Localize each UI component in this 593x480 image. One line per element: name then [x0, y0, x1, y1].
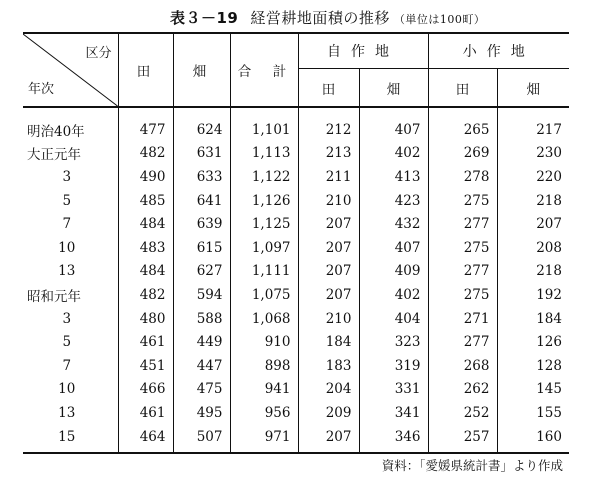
tenant-rice-cell: 278	[428, 165, 497, 189]
field-cell: 641	[173, 189, 230, 213]
tenant-field-cell: 207	[497, 212, 569, 236]
table-row	[23, 378, 569, 402]
tenant-rice-cell: 269	[428, 142, 497, 166]
rice-cell: 461	[118, 330, 173, 354]
tenant-rice-cell: 268	[428, 354, 497, 378]
rice-cell: 490	[118, 165, 173, 189]
owner-rice-cell: 207	[298, 260, 359, 284]
table-number: 表３－19	[170, 9, 239, 27]
owner-rice-cell: 207	[298, 283, 359, 307]
field-cell: 594	[173, 283, 230, 307]
rice-cell: 480	[118, 307, 173, 331]
owner-rice-cell: 183	[298, 354, 359, 378]
owner-rice-cell: 184	[298, 330, 359, 354]
year-cell: 13	[58, 404, 76, 421]
tenant-rice-cell: 275	[428, 236, 497, 260]
total-cell: 1,113	[230, 142, 298, 166]
field-cell: 447	[173, 354, 230, 378]
tenant-rice-cell: 257	[428, 425, 497, 454]
tenant-field-cell: 128	[497, 354, 569, 378]
col-header-rice: 田	[118, 33, 173, 107]
rice-cell: 482	[118, 142, 173, 166]
col-header-total: 合 計	[230, 33, 298, 107]
owner-rice-cell: 210	[298, 307, 359, 331]
year-cell: 3	[62, 310, 72, 327]
table-row	[23, 401, 569, 425]
table-body	[23, 107, 569, 453]
farmland-table	[23, 32, 569, 454]
tenant-rice-cell: 265	[428, 107, 497, 142]
total-cell: 1,122	[230, 165, 298, 189]
tenant-field-cell: 145	[497, 378, 569, 402]
group-header-owner: 自作地	[298, 33, 428, 69]
tenant-rice-cell: 275	[428, 283, 497, 307]
year-cell: 5	[62, 334, 72, 351]
owner-field-cell: 404	[359, 307, 428, 331]
rice-cell: 484	[118, 260, 173, 284]
year-cell: 大正元年	[27, 147, 81, 164]
corner-label-year: 年次	[28, 82, 55, 97]
owner-rice-cell: 209	[298, 401, 359, 425]
table-row	[23, 307, 569, 331]
table-row	[23, 425, 569, 454]
total-cell: 941	[230, 378, 298, 402]
tenant-field-cell: 218	[497, 189, 569, 213]
owner-field-cell: 323	[359, 330, 428, 354]
owner-field-cell: 409	[359, 260, 428, 284]
year-cell: 昭和元年	[27, 288, 81, 305]
field-cell: 495	[173, 401, 230, 425]
tenant-field-cell: 217	[497, 107, 569, 142]
col-header-tenant-field: 畑	[497, 69, 569, 107]
tenant-field-cell: 126	[497, 330, 569, 354]
total-cell: 956	[230, 401, 298, 425]
owner-field-cell: 413	[359, 165, 428, 189]
owner-field-cell: 341	[359, 401, 428, 425]
owner-field-cell: 407	[359, 236, 428, 260]
table-row	[23, 330, 569, 354]
owner-rice-cell: 207	[298, 236, 359, 260]
owner-rice-cell: 207	[298, 425, 359, 454]
year-cell: 明治40年	[27, 123, 85, 140]
year-cell: 13	[58, 263, 76, 280]
tenant-field-cell: 155	[497, 401, 569, 425]
tenant-rice-cell: 277	[428, 260, 497, 284]
source-note: 資料：「愛媛県統計書」より作成	[381, 458, 563, 473]
tenant-field-cell: 160	[497, 425, 569, 454]
table-row	[23, 283, 569, 307]
rice-cell: 482	[118, 283, 173, 307]
field-cell: 633	[173, 165, 230, 189]
tenant-field-cell: 184	[497, 307, 569, 331]
tenant-field-cell: 192	[497, 283, 569, 307]
owner-rice-cell: 210	[298, 189, 359, 213]
total-cell: 1,097	[230, 236, 298, 260]
year-cell: 15	[23, 425, 118, 454]
corner-header	[23, 33, 118, 107]
year-cell: 10	[58, 239, 76, 256]
table-title	[170, 7, 485, 28]
field-cell: 627	[173, 260, 230, 284]
field-cell: 631	[173, 142, 230, 166]
corner-label-category: 区分	[85, 46, 112, 61]
owner-field-cell: 432	[359, 212, 428, 236]
table-caption: 経営耕地面積の推移	[250, 9, 390, 27]
owner-field-cell: 331	[359, 378, 428, 402]
group-header-tenant: 小作地	[428, 33, 569, 69]
owner-rice-cell: 212	[298, 107, 359, 142]
field-cell: 588	[173, 307, 230, 331]
total-cell: 898	[230, 354, 298, 378]
owner-field-cell: 319	[359, 354, 428, 378]
total-cell: 1,075	[230, 283, 298, 307]
year-cell: 10	[58, 381, 76, 398]
table-row	[23, 165, 569, 189]
total-cell: 1,126	[230, 189, 298, 213]
tenant-rice-cell: 262	[428, 378, 497, 402]
year-cell: 5	[62, 192, 72, 209]
tenant-rice-cell: 275	[428, 189, 497, 213]
table-row	[23, 189, 569, 213]
table-row	[23, 354, 569, 378]
rice-cell: 461	[118, 401, 173, 425]
table-row	[23, 260, 569, 284]
table-row	[23, 107, 569, 142]
table-row	[23, 212, 569, 236]
rice-cell: 483	[118, 236, 173, 260]
rice-cell: 451	[118, 354, 173, 378]
owner-field-cell: 402	[359, 142, 428, 166]
owner-field-cell: 402	[359, 283, 428, 307]
table-row	[23, 142, 569, 166]
total-cell: 1,111	[230, 260, 298, 284]
rice-cell: 484	[118, 212, 173, 236]
owner-field-cell: 407	[359, 107, 428, 142]
rice-cell: 477	[118, 107, 173, 142]
col-header-owner-rice: 田	[298, 69, 359, 107]
total-cell: 1,101	[230, 107, 298, 142]
total-cell: 1,068	[230, 307, 298, 331]
field-cell: 624	[173, 107, 230, 142]
tenant-field-cell: 220	[497, 165, 569, 189]
table-header	[23, 33, 569, 107]
year-cell: 7	[62, 216, 72, 233]
owner-rice-cell: 207	[298, 212, 359, 236]
table-unit: （単位は100町）	[393, 13, 486, 26]
field-cell: 507	[173, 425, 230, 454]
tenant-rice-cell: 277	[428, 212, 497, 236]
field-cell: 639	[173, 212, 230, 236]
col-header-tenant-rice: 田	[428, 69, 497, 107]
tenant-rice-cell: 271	[428, 307, 497, 331]
rice-cell: 466	[118, 378, 173, 402]
owner-field-cell: 423	[359, 189, 428, 213]
owner-field-cell: 346	[359, 425, 428, 454]
owner-rice-cell: 204	[298, 378, 359, 402]
tenant-field-cell: 208	[497, 236, 569, 260]
col-header-field: 畑	[173, 33, 230, 107]
year-cell: 3	[62, 168, 72, 185]
rice-cell: 485	[118, 189, 173, 213]
field-cell: 449	[173, 330, 230, 354]
field-cell: 475	[173, 378, 230, 402]
total-cell: 971	[230, 425, 298, 454]
total-cell: 910	[230, 330, 298, 354]
tenant-rice-cell: 252	[428, 401, 497, 425]
owner-rice-cell: 213	[298, 142, 359, 166]
col-header-owner-field: 畑	[359, 69, 428, 107]
tenant-rice-cell: 277	[428, 330, 497, 354]
tenant-field-cell: 218	[497, 260, 569, 284]
total-cell: 1,125	[230, 212, 298, 236]
year-cell: 7	[62, 357, 72, 374]
field-cell: 615	[173, 236, 230, 260]
rice-cell: 464	[118, 425, 173, 454]
owner-rice-cell: 211	[298, 165, 359, 189]
tenant-field-cell: 230	[497, 142, 569, 166]
table-row	[23, 236, 569, 260]
